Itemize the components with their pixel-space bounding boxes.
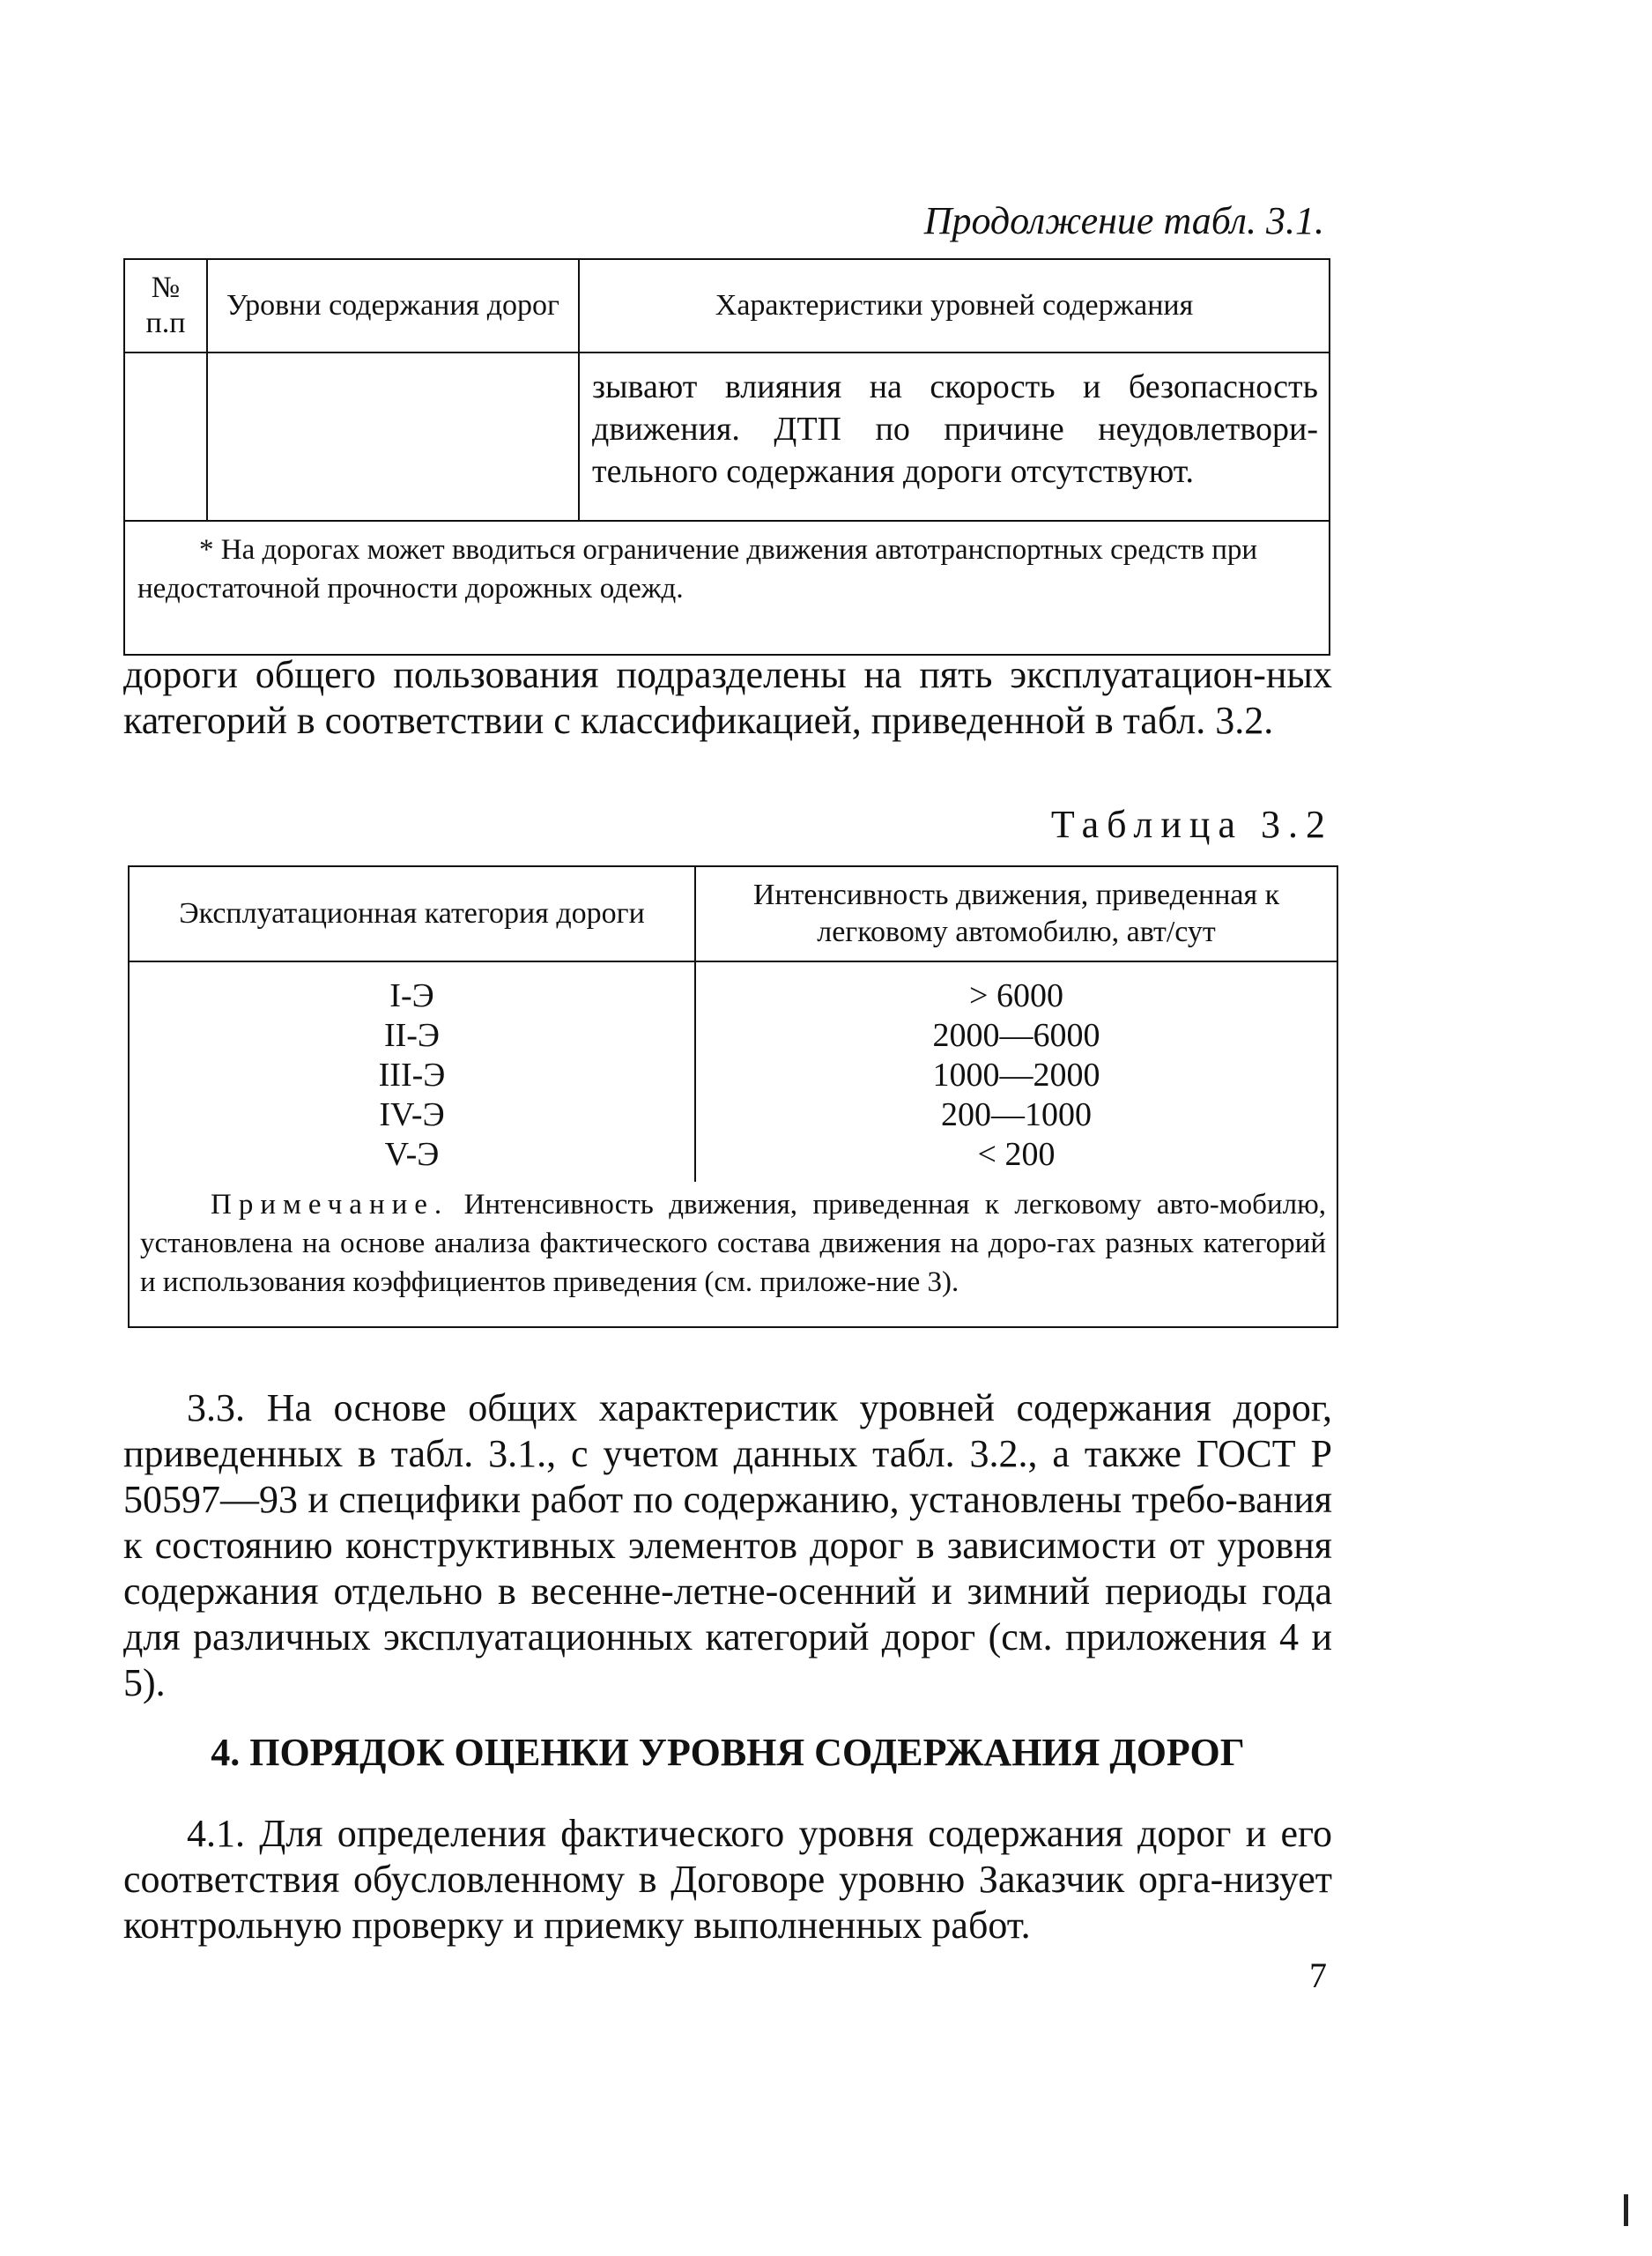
table-row [124,352,1330,521]
intensity-value: 200—1000 [941,1096,1092,1133]
intensity-value: < 200 [977,1136,1056,1173]
category-column [129,961,695,1182]
continuation-caption: Продолжение табл. 3.1. [923,199,1324,242]
intensity-column [695,961,1337,1182]
cell-level [207,352,579,521]
intensity-value: > 6000 [969,977,1063,1014]
section-4-heading: 4. ПОРЯДОК ОЦЕНКИ УРОВНЯ СОДЕРЖАНИЯ ДОРОГ [211,1731,1245,1774]
note-label: Примечание. [211,1189,449,1221]
note-text: Интенсивность движения, приведенная к легковому авто-мобилю, установлена на основе анализа фактического состава движения на доро-гах разных категорий и использования коэффициентов приведения (см. приложе-ние 3). [140,1189,1326,1298]
table-note [129,1182,1337,1327]
column-header-intensity: Интенсивность движения, приведенная к легковому автомобилю, авт/сут [695,866,1337,961]
footnote-row [124,521,1330,655]
table-data-row [129,961,1337,1182]
table-3-2 [128,865,1338,1328]
page-number: 7 [1309,1955,1327,1995]
column-header-category: Эксплуатационная категория дороги [129,866,695,961]
footnote-text: * На дорогах может вводиться ограничение движения автотранспортных средств при недостаточной прочности дорожных одежд. [137,534,1258,605]
table-3-1-continuation [123,258,1330,656]
paragraph-4-1: 4.1. Для определения фактического уровня содержания дорог и его соответствия обусловленному в Договоре уровню Заказчик орга-низует контрольную проверку и приемку выполненных работ. [123,1812,1332,1947]
category-value: I-Э [389,977,434,1014]
cell-number [124,352,207,521]
category-value: IV-Э [379,1096,445,1133]
intensity-value: 2000—6000 [932,1017,1100,1054]
category-value: V-Э [384,1136,440,1173]
scan-edge-mark [1624,2194,1628,2226]
table-3-2-caption: Таблица 3.2 [1050,803,1333,846]
table-footnote [124,521,1330,655]
table-header-row [129,866,1337,961]
cell-characteristic: зывают влияния на скорость и безопасность движения. ДТП по причине неудовлетвори-тельного содержания дороги отсутствуют. [579,352,1330,521]
column-header-number: № п.п [124,259,207,352]
intensity-value: 1000—2000 [932,1057,1100,1094]
category-value: II-Э [383,1017,441,1054]
table-header-row [124,259,1330,352]
column-header-characteristic: Характеристики уровней содержания [579,259,1330,352]
note-row [129,1182,1337,1327]
column-header-level: Уровни содержания дорог [207,259,579,352]
category-value: III-Э [378,1057,446,1094]
paragraph-categories: дороги общего пользования подразделены на пять эксплуатацион-ных категорий в соответствии с классификацией, приведенной в табл. 3.2. [123,653,1332,742]
paragraph-3-3: 3.3. На основе общих характеристик уровней содержания дорог, приведенных в табл. 3.1., с учетом данных табл. 3.2., а также ГОСТ Р 50597—93 и специфики работ по содержанию, установлены требо-вания к состоянию конструктивных элементов дорог в зависимости от уровня содержания отдельно в весенне-летне-осенний и зимний периоды года для различных эксплуатационных категорий дорог (см. приложения 4 и 5). [123,1386,1332,1704]
